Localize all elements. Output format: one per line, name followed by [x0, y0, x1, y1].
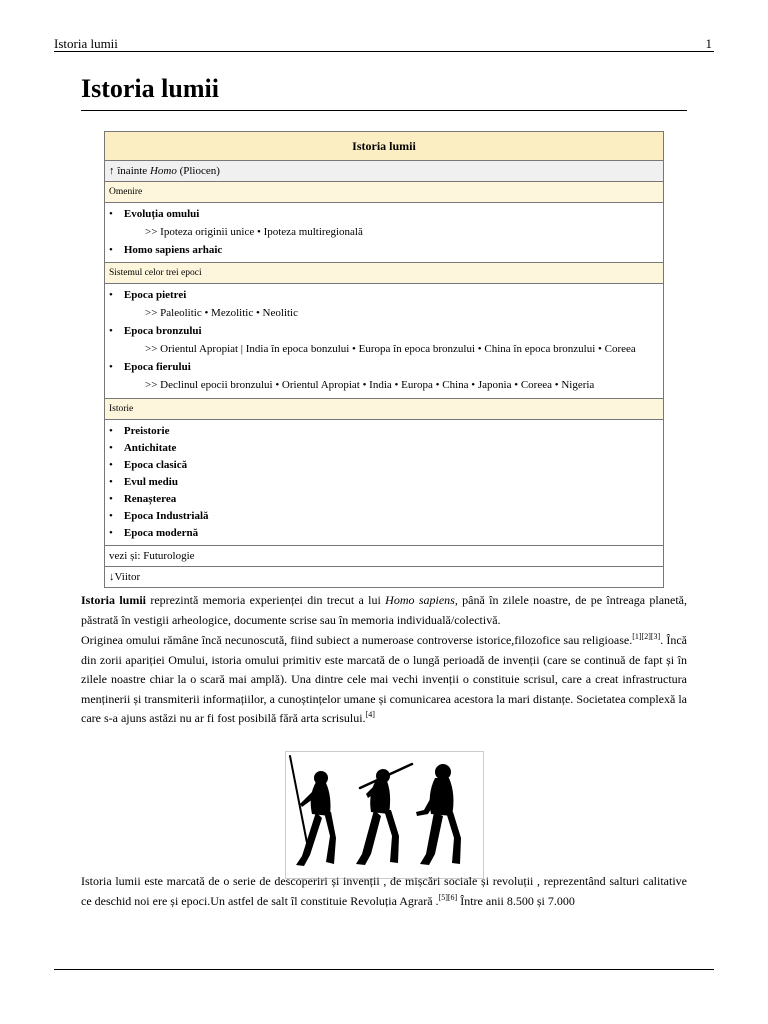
before-suffix: (Pliocen) — [176, 165, 220, 177]
section-list-omenire — [105, 203, 664, 263]
list-item-evul-mediu[interactable]: • Evul mediu — [109, 474, 659, 491]
after-link-viitor[interactable]: ↓Viitor — [105, 567, 664, 588]
section-heading-omenire: Omenire — [105, 182, 664, 203]
page-title: Istoria lumii — [81, 74, 219, 103]
see-also-futurologie[interactable]: vezi și: Futurologie — [105, 546, 664, 567]
list-item-homo-sapiens-arhaic[interactable]: • Homo sapiens arhaic — [109, 242, 659, 259]
sub-links-evolutia[interactable]: >> Ipoteza originii unice • Ipoteza multiregională — [145, 226, 363, 238]
human-evolution-image — [285, 751, 484, 879]
up-arrow-icon: ↑ — [109, 165, 115, 177]
navigation-infobox — [104, 131, 664, 588]
footer-rule — [54, 969, 714, 970]
walking-hominids-icon — [286, 752, 483, 878]
before-homo: Homo — [149, 165, 177, 177]
intro-homo-sapiens: Homo sapiens — [385, 593, 455, 607]
running-header — [0, 0, 768, 52]
paragraph-intro — [81, 591, 687, 630]
section-list-trei-epoci — [105, 284, 664, 399]
paragraph-origin — [81, 631, 687, 729]
origin-text-2: . Încă din zorii apariției Omului, istoria omului primitiv este marcată de o lungă perioadă de invenții (care se continuă de fapt și în zilele noastre chiar la o scară mai amplă). Una dintre cele mai vechi invenții o constituie scrisul, care a creat infrastructura menținerii și transmiterii informațiilor, a cunoștințelor umane și comunicarea acestora la mari distanțe. Societatea complexă la care s-a ajuns astăzi nu ar fi fost posibilă fără arta scrisului. — [81, 633, 687, 725]
header-rule — [54, 51, 714, 52]
list-item-epoca-pietrei[interactable]: • Epoca pietrei — [109, 287, 659, 304]
revolutions-text-1: Istoria lumii este marcată de o serie de descoperiri și invenții , de mișcări sociale și revoluții , reprezentând salturi calitative ce deschid noi ere și epoci.Un astfel de salt îl constituie Revoluția Agrară . — [81, 874, 687, 908]
list-item-epoca-bronzului[interactable]: • Epoca bronzului — [109, 323, 659, 340]
revolutions-text-2: Între anii 8.500 și 7.000 — [457, 893, 575, 908]
section-list-istorie — [105, 420, 664, 546]
list-item-antichitate[interactable]: • Antichitate — [109, 440, 659, 457]
sub-links-epoca-pietrei[interactable]: >> Paleolitic • Mezolitic • Neolitic — [145, 307, 298, 319]
citation-1-2-3[interactable]: [1][2][3] — [632, 632, 661, 641]
list-item-renasterea[interactable]: • Renașterea — [109, 491, 659, 508]
sub-links-epoca-fierului[interactable]: >> Declinul epocii bronzului • Orientul Apropiat • India • Europa • China • Japonia • Coreea • Nigeria — [145, 379, 595, 391]
list-item-epoca-fierului[interactable]: • Epoca fierului — [109, 359, 659, 376]
list-item-epoca-moderna[interactable]: • Epoca modernă — [109, 525, 659, 542]
infobox-title: Istoria lumii — [105, 132, 664, 161]
list-item-evolutia-omului[interactable]: • Evoluția omului — [109, 206, 659, 223]
list-item-preistorie[interactable]: • Preistorie — [109, 423, 659, 440]
paragraph-revolutions — [81, 872, 687, 911]
list-item-epoca-industriala[interactable]: • Epoca Industrială — [109, 508, 659, 525]
before-prefix: înainte — [114, 165, 150, 177]
intro-text-1: reprezintă memoria experienței din trecut a lui — [146, 593, 386, 607]
intro-text-2: , până în zilele noastre, de pe întreaga planetă, păstrată în vestigii arheologice, documente scrise sau în memoria individuală/colectivă. — [81, 593, 688, 627]
section-heading-istorie: Istorie — [105, 399, 664, 420]
running-title: Istoria lumii — [54, 36, 118, 51]
title-rule — [81, 110, 687, 111]
citation-4[interactable]: [4] — [365, 710, 375, 719]
page-number: 1 — [705, 36, 712, 51]
intro-bold-term: Istoria lumii — [81, 593, 146, 607]
citation-5-6[interactable]: [5][6] — [438, 892, 458, 902]
sub-links-epoca-bronzului[interactable]: >> Orientul Apropiat | India în epoca bonzului • Europa în epoca bronzului • China în epoca bronzului • Coreea — [145, 343, 636, 355]
list-item-epoca-clasica[interactable]: • Epoca clasică — [109, 457, 659, 474]
infobox-before-link[interactable] — [105, 161, 664, 182]
origin-text-1: Originea omului rămâne încă necunoscută, fiind subiect a numeroase controverse istorice,filozofice sau religioase. — [81, 633, 633, 647]
section-heading-trei-epoci: Sistemul celor trei epoci — [105, 263, 664, 284]
